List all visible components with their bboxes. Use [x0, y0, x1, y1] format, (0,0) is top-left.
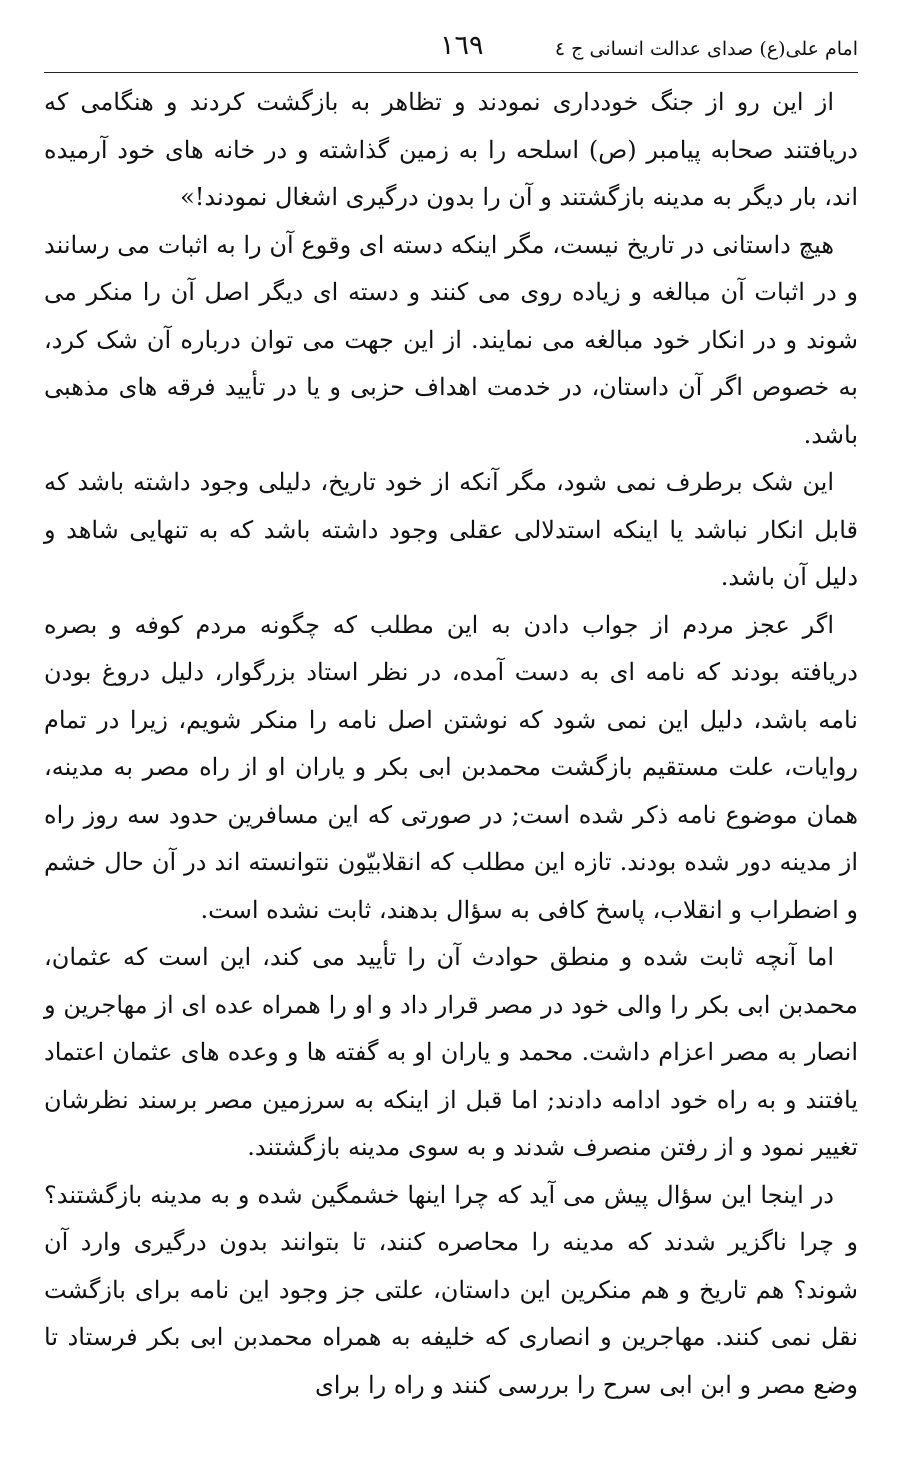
paragraph-4: اگر عجز مردم از جواب دادن به این مطلب که چگونه مردم کوفه و بصره دریافته بودند که نامه ای به دست آمده، در نظر استاد بزرگوار، دلیل دروغ بودن نامه باشد، دلیل این نمی شود که نوشتن اصل نامه را منکر شویم، زیرا در تمام روایات، علت مستقیم بازگشت محمدبن ابی بکر و یاران او از راه مصر به مدینه، همان موضوع نامه ذکر شده است; در صورتی که این مسافرین حدود سه روز راه از مدینه دور شده بودند. تازه این مطلب که انقلابیّون نتوانسته اند در آن حال خشم و اضطراب و انقلاب، پاسخ کافی به سؤال بدهند، ثابت نشده است. [44, 610, 858, 924]
paragraph-2: هیچ داستانی در تاریخ نیست، مگر اینکه دسته ای وقوع آن را به اثبات می رسانند و در اثبات آن مبالغه و زیاده روی می کنند و دسته ای دیگر اصل آن را منکر می شوند و در انکار خود مبالغه می نمایند. از این جهت می توان درباره آن شک کرد، به خصوص اگر آن داستان، در خدمت اهداف حزبی و یا در تأیید فرقه های مذهبی باشد. [44, 230, 858, 449]
body-text [44, 73, 858, 1409]
paragraph-1: از این رو از جنگ خودداری نمودند و تظاهر به بازگشت کردند و هنگامی که دریافتند صحابه پیامبر (ص) اسلحه را به زمین گذاشته و در خانه های خود آرمیده اند، بار دیگر به مدینه بازگشتند و آن را بدون درگیری اشغال نمودند!» [44, 88, 858, 211]
document-page [44, 28, 858, 1458]
running-title: امام علی(ع) صدای عدالت انسانی ج ٤ [554, 38, 858, 60]
paragraph-5: اما آنچه ثابت شده و منطق حوادث آن را تأیید می کند، این است که عثمان، محمدبن ابی بکر را والی خود در مصر قرار داد و او را همراه عده ای از مهاجرین و انصار به مصر اعزام داشت. محمد و یاران او به گفته ها و وعده های عثمان اعتماد یافتند و به راه خود ادامه دادند; اما قبل از اینکه به سرزمین مصر برسند نظرشان تغییر نمود و از رفتن منصرف شدند و به سوی مدینه بازگشتند. [44, 943, 858, 1161]
paragraph-3: این شک برطرف نمی شود، مگر آنکه از خود تاریخ، دلیلی وجود داشته باشد که قابل انکار نباشد یا اینکه استدلالی عقلی وجود داشته باشد که به تنهایی شاهد و دلیل آن باشد. [44, 468, 858, 591]
page-header [44, 28, 858, 73]
page-number: ١٦٩ [440, 30, 484, 61]
paragraph-6: در اینجا این سؤال پیش می آید که چرا اینها خشمگین شده و به مدینه بازگشتند؟ و چرا ناگزیر شدند که مدینه را محاصره کنند، تا بتوانند بدون درگیری وارد آن شوند؟ هم تاریخ و هم منکرین این داستان، علتی جز وجود این نامه برای بازگشت نقل نمی کنند. مهاجرین و انصاری که خلیفه به همراه محمدبن ابی بکر فرستاد تا وضع مصر و ابن ابی سرح را بررسی کنند و راه را برای [44, 1180, 858, 1399]
